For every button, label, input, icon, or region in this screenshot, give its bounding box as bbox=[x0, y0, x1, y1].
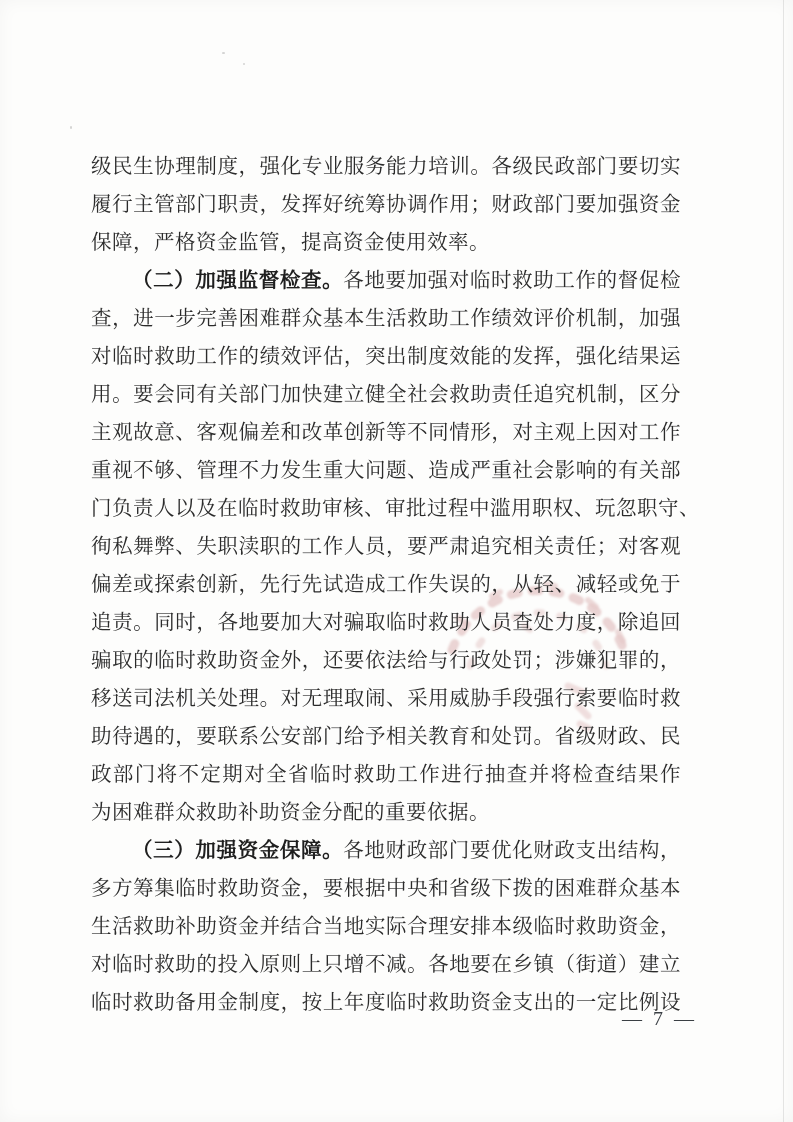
line-text: 多方筹集临时救助资金，要根据中央和省级下拨的困难群众基本 bbox=[91, 878, 681, 900]
body-line bbox=[91, 452, 681, 490]
line-text: 履行主管部门职责，发挥好统筹协调作用；财政部门要加强资金 bbox=[91, 194, 681, 216]
body-line bbox=[91, 148, 681, 186]
body-line bbox=[91, 794, 681, 832]
line-text: 移送司法机关处理。对无理取闹、采用威胁手段强行索要临时救 bbox=[91, 688, 681, 710]
scan-speck bbox=[222, 52, 225, 54]
body-line bbox=[91, 870, 681, 908]
section-heading-bold: （二）加强监督检查。 bbox=[132, 270, 344, 292]
line-text: 追责。同时，各地要加大对骗取临时救助人员查处力度，除追回 bbox=[91, 612, 681, 634]
scan-speck bbox=[70, 126, 72, 129]
body-line bbox=[91, 756, 681, 794]
body-line bbox=[91, 984, 681, 1022]
body-line bbox=[91, 718, 681, 756]
line-text: 查，进一步完善困难群众基本生活救助工作绩效评价机制，加强 bbox=[91, 308, 681, 330]
body-line bbox=[91, 186, 681, 224]
line-text: 对临时救助的投入原则上只增不减。各地要在乡镇（街道）建立 bbox=[91, 954, 681, 976]
document-body bbox=[91, 148, 700, 1022]
body-line bbox=[91, 414, 681, 452]
body-line bbox=[91, 490, 700, 528]
line-text: 保障，严格资金监管，提高资金使用效率。 bbox=[91, 232, 490, 254]
body-line bbox=[91, 376, 681, 414]
body-line bbox=[91, 528, 681, 566]
body-line bbox=[91, 338, 681, 376]
line-text: 门负责人以及在临时救助审核、审批过程中滥用职权、玩忽职守、 bbox=[91, 498, 700, 520]
scan-speck bbox=[243, 63, 245, 65]
line-text: 生活救助补助资金并结合当地实际合理安排本级临时救助资金， bbox=[91, 916, 681, 938]
line-text: 临时救助备用金制度，按上年度临时救助资金支出的一定比例设 bbox=[91, 992, 681, 1014]
line-text: 主观故意、客观偏差和改革创新等不同情形，对主观上因对工作 bbox=[91, 422, 681, 444]
body-line bbox=[91, 604, 681, 642]
body-line bbox=[91, 300, 681, 338]
page-number: — 7 — bbox=[622, 1008, 697, 1030]
body-line-section-heading bbox=[91, 832, 681, 870]
body-line bbox=[91, 946, 681, 984]
section-heading-bold: （三）加强资金保障。 bbox=[132, 840, 344, 862]
line-text: 级民生协理制度，强化专业服务能力培训。各级民政部门要切实 bbox=[91, 156, 681, 178]
line-text: 为困难群众救助补助资金分配的重要依据。 bbox=[91, 802, 490, 824]
line-text: 政部门将不定期对全省临时救助工作进行抽查并将检查结果作 bbox=[91, 764, 681, 786]
line-text: 对临时救助工作的绩效评估，突出制度效能的发挥，强化结果运 bbox=[91, 346, 681, 368]
body-line bbox=[91, 908, 681, 946]
line-text: 各地要加强对临时救助工作的督促检 bbox=[343, 270, 682, 292]
body-line bbox=[91, 224, 681, 262]
line-text: 各地财政部门要优化财政支出结构， bbox=[343, 840, 682, 862]
line-text: 偏差或探索创新，先行先试造成工作失误的，从轻、减轻或免于 bbox=[91, 574, 681, 596]
body-line-section-heading bbox=[91, 262, 681, 300]
body-line bbox=[91, 642, 681, 680]
line-text: 重视不够、管理不力发生重大问题、造成严重社会影响的有关部 bbox=[91, 460, 681, 482]
body-line bbox=[91, 680, 681, 718]
line-text: 徇私舞弊、失职渎职的工作人员，要严肃追究相关责任；对客观 bbox=[91, 536, 681, 558]
line-text: 用。要会同有关部门加快建立健全社会救助责任追究机制，区分 bbox=[91, 384, 681, 406]
line-text: 骗取的临时救助资金外，还要依法给与行政处罚；涉嫌犯罪的， bbox=[91, 650, 681, 672]
body-line bbox=[91, 566, 681, 604]
line-text: 助待遇的，要联系公安部门给予相关教育和处罚。省级财政、民 bbox=[91, 726, 681, 748]
